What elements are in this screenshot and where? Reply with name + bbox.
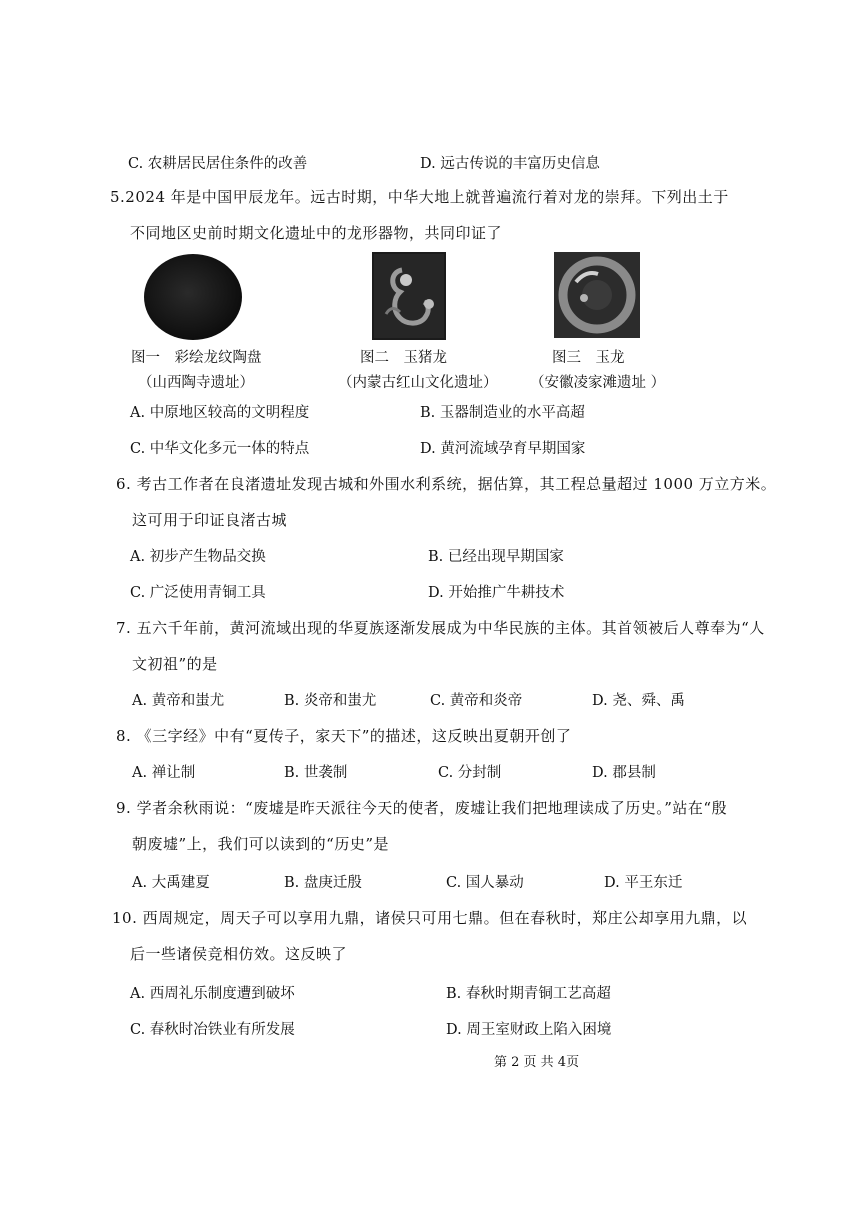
q10-option-d: D. 周王室财政上陷入困境: [446, 1022, 612, 1038]
q5-stem-line-1: 5.2024 年是中国甲辰龙年。远古时期，中华大地上就普遍流行着对龙的崇拜。下列出土于: [110, 188, 729, 206]
q10-stem-line-2: 后一些诸侯竞相仿效。这反映了: [130, 945, 348, 963]
page-number: 第 2 页 共 4页: [494, 1055, 580, 1070]
q10-option-c: C. 春秋时冶铁业有所发展: [130, 1022, 295, 1038]
q8-option-d: D. 郡县制: [592, 765, 656, 781]
q7-stem-line-2: 文初祖”的是: [132, 655, 218, 673]
q9-option-c: C. 国人暴动: [446, 875, 524, 891]
q8-stem-line-1: 8. 《三字经》中有“夏传子，家天下”的描述，这反映出夏朝开创了: [116, 727, 572, 745]
q6-option-a: A. 初步产生物品交换: [130, 549, 266, 565]
q6-stem-line-1: 6. 考古工作者在良渚遗址发现古城和外围水利系统，据估算，其工程总量超过 1000 万立方米。: [116, 475, 777, 493]
figure-2-caption: 图二 玉猪龙: [360, 350, 447, 366]
q6-option-b: B. 已经出现早期国家: [428, 549, 564, 565]
q9-stem-line-2: 朝废墟”上，我们可以读到的“历史”是: [132, 835, 390, 853]
q5-stem-line-2: 不同地区史前时期文化遗址中的龙形器物，共同印证了: [130, 224, 503, 242]
q10-stem-line-1: 10. 西周规定，周天子可以享用九鼎，诸侯只可用七鼎。但在春秋时，郑庄公却享用九鼎，以: [112, 909, 748, 927]
q5-option-a: A. 中原地区较高的文明程度: [130, 405, 310, 421]
q9-stem-line-1: 9. 学者余秋雨说：“废墟是昨天派往今天的使者，废墟让我们把地理读成了历史。”站在“殷: [116, 799, 728, 817]
q7-option-b: B. 炎帝和蚩尤: [284, 693, 377, 709]
q9-option-a: A. 大禹建夏: [132, 875, 210, 891]
q4-option-d: D. 远古传说的丰富历史信息: [420, 156, 600, 172]
q5-option-d: D. 黄河流域孕育早期国家: [420, 441, 586, 457]
figure-2-jade-pig-dragon-image: [372, 252, 446, 340]
figure-3-caption: 图三 玉龙: [552, 350, 625, 366]
q6-stem-line-2: 这可用于印证良渚古城: [132, 511, 288, 529]
q8-option-c: C. 分封制: [438, 765, 502, 781]
q6-option-d: D. 开始推广牛耕技术: [428, 585, 565, 601]
q7-option-d: D. 尧、舜、禹: [592, 693, 685, 709]
q4-option-c: C. 农耕居民居住条件的改善: [128, 156, 308, 172]
figure-3-site: （安徽凌家滩遗址 ）: [530, 375, 666, 391]
q8-option-a: A. 禅让制: [132, 765, 196, 781]
figure-1-dragon-plate-image: [143, 253, 243, 341]
q5-option-c: C. 中华文化多元一体的特点: [130, 441, 310, 457]
figure-2-site: （内蒙古红山文化遗址）: [338, 375, 498, 391]
q7-option-c: C. 黄帝和炎帝: [430, 693, 523, 709]
q10-option-b: B. 春秋时期青铜工艺高超: [446, 986, 611, 1002]
q6-option-c: C. 广泛使用青铜工具: [130, 585, 266, 601]
q9-option-b: B. 盘庚迁殷: [284, 875, 362, 891]
q10-option-a: A. 西周礼乐制度遭到破坏: [130, 986, 295, 1002]
figure-1-caption: 图一 彩绘龙纹陶盘: [131, 350, 262, 366]
q7-stem-line-1: 7. 五六千年前，黄河流域出现的华夏族逐渐发展成为中华民族的主体。其首领被后人尊奉为“人: [116, 619, 765, 637]
q9-option-d: D. 平王东迁: [604, 875, 683, 891]
figure-3-jade-dragon-image: [554, 252, 640, 338]
q8-option-b: B. 世袭制: [284, 765, 348, 781]
figure-1-site: （山西陶寺遗址）: [138, 375, 254, 391]
q7-option-a: A. 黄帝和蚩尤: [132, 693, 225, 709]
q5-option-b: B. 玉器制造业的水平高超: [420, 405, 585, 421]
